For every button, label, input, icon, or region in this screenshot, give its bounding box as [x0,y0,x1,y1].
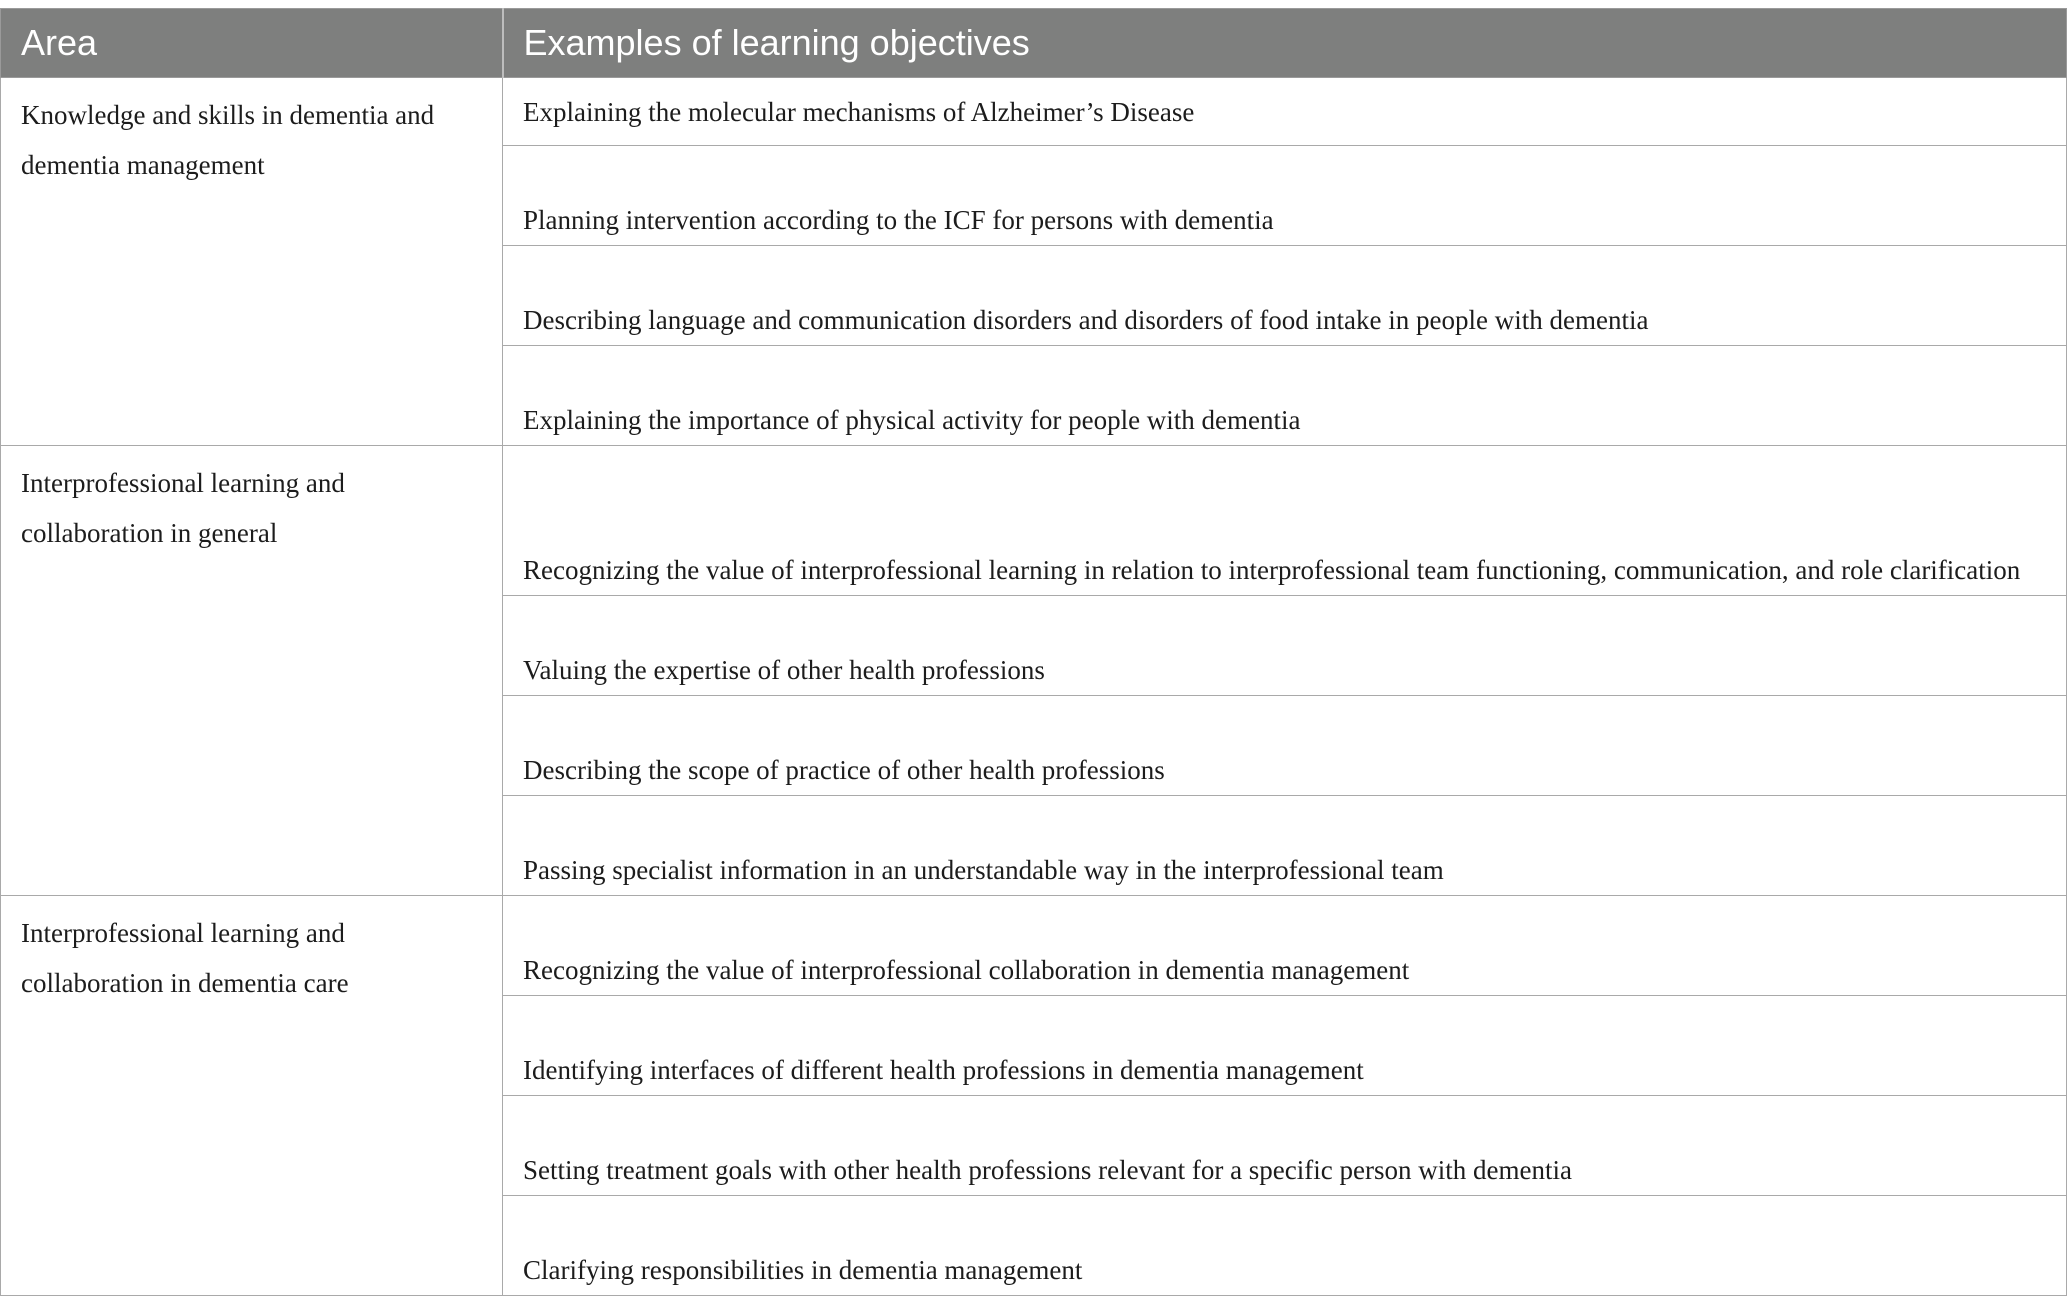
header-row [1,9,2067,78]
objective-cell: Recognizing the value of interprofessional learning in relation to interprofessional team functioning, communication, and role clarification [503,446,2067,596]
area-cell: Interprofessional learning and collaboration in dementia care [1,896,503,1296]
objective-cell: Explaining the molecular mechanisms of Alzheimer’s Disease [503,78,2067,146]
objective-cell: Valuing the expertise of other health professions [503,596,2067,696]
table-row [1,78,2067,146]
learning-objectives-table [0,8,2067,1296]
objective-cell: Clarifying responsibilities in dementia management [503,1196,2067,1296]
objective-cell: Passing specialist information in an understandable way in the interprofessional team [503,796,2067,896]
learning-objectives-table-container [0,8,2066,1296]
table-body [1,78,2067,1296]
area-cell: Interprofessional learning and collaboration in general [1,446,503,896]
objective-cell: Setting treatment goals with other health professions relevant for a specific person with dementia [503,1096,2067,1196]
table-row [1,896,2067,996]
objective-cell: Describing the scope of practice of other health professions [503,696,2067,796]
objective-cell: Planning intervention according to the ICF for persons with dementia [503,146,2067,246]
header-area: Area [1,9,503,78]
header-objectives: Examples of learning objectives [503,9,2067,78]
area-cell: Knowledge and skills in dementia and dementia management [1,78,503,446]
objective-cell: Explaining the importance of physical activity for people with dementia [503,346,2067,446]
table-header [1,9,2067,78]
objective-cell: Identifying interfaces of different health professions in dementia management [503,996,2067,1096]
objective-cell: Describing language and communication disorders and disorders of food intake in people with dementia [503,246,2067,346]
objective-cell: Recognizing the value of interprofessional collaboration in dementia management [503,896,2067,996]
table-row [1,446,2067,596]
